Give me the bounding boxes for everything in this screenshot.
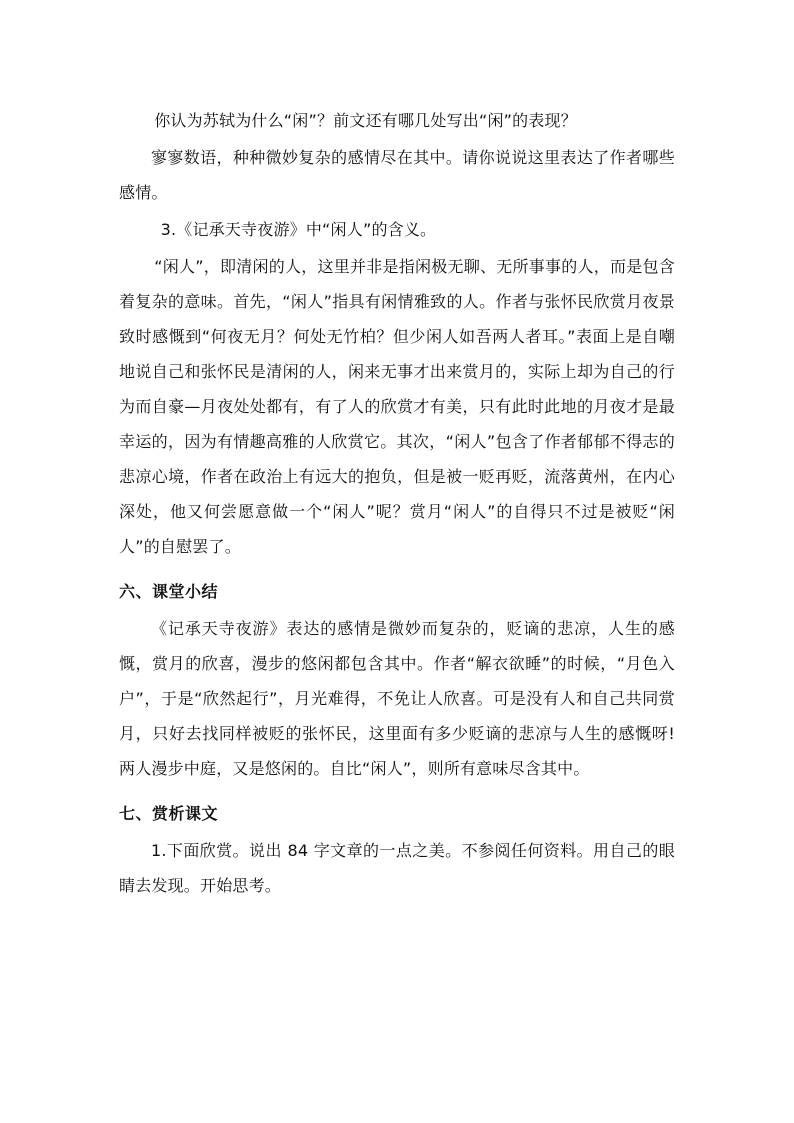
section6-summary: 《记承天寺夜游》表达的感情是微妙而复杂的，贬谪的悲凉，人生的感慨，赏月的欣喜，漫步的悠闲都包含其中。作者“解衣欲睡”的时候，“月色入户”，于是“欣然起行”，月光难得，不免让人欣喜。可是没有人和自己共同赏月，只好去找同样被贬的张怀民，这里面有多少贬谪的悲凉与人生的感慨呀!两人漫步中庭，又是悠闲的。自比“闲人”，则所有意味尽含其中。 bbox=[119, 619, 675, 778]
section6-heading: 六、课堂小结 bbox=[119, 582, 219, 601]
xianren-explanation: “闲人”，即清闲的人，这里并非是指闲极无聊、无所事事的人，而是包含着复杂的意味。首先，“闲人”指具有闲情雅致的人。作者与张怀民欣赏月夜景致时感慨到“何夜无月？何处无竹柏？但少闲人如吾两人者耳。”表面上是自嘲地说自己和张怀民是清闲的人，闲来无事才出来赏月的，实际上却为自己的行为而自豪—月夜处处都有，有了人的欣赏才有美，只有此时此地的月夜才是最幸运的，因为有情趣高雅的人欣赏它。其次，“闲人”包含了作者郁郁不得志的悲凉心境，作者在政治上有远大的抱负，但是被一贬再贬，流落黄州，在内心深处，他又何尝愿意做一个“闲人”呢？赏月“闲人”的自得只不过是被贬“闲人”的自慰罢了。 bbox=[119, 257, 675, 556]
section7-heading: 七、赏析课文 bbox=[119, 804, 219, 823]
question-feelings: 寥寥数语，种种微妙复杂的感情尽在其中。请你说说这里表达了作者哪些感情。 bbox=[119, 148, 675, 202]
section7-item1: 1.下面欣赏。说出 84 字文章的一点之美。不参阅任何资料。用自己的眼睛去发现。开始思考。 bbox=[119, 841, 675, 895]
document-body bbox=[119, 103, 675, 903]
question-why-xian: 你认为苏轼为什么“闲”？前文还有哪几处写出“闲”的表现？ bbox=[154, 111, 577, 130]
item3-title: 3.《记承天寺夜游》中“闲人”的含义。 bbox=[160, 220, 437, 239]
